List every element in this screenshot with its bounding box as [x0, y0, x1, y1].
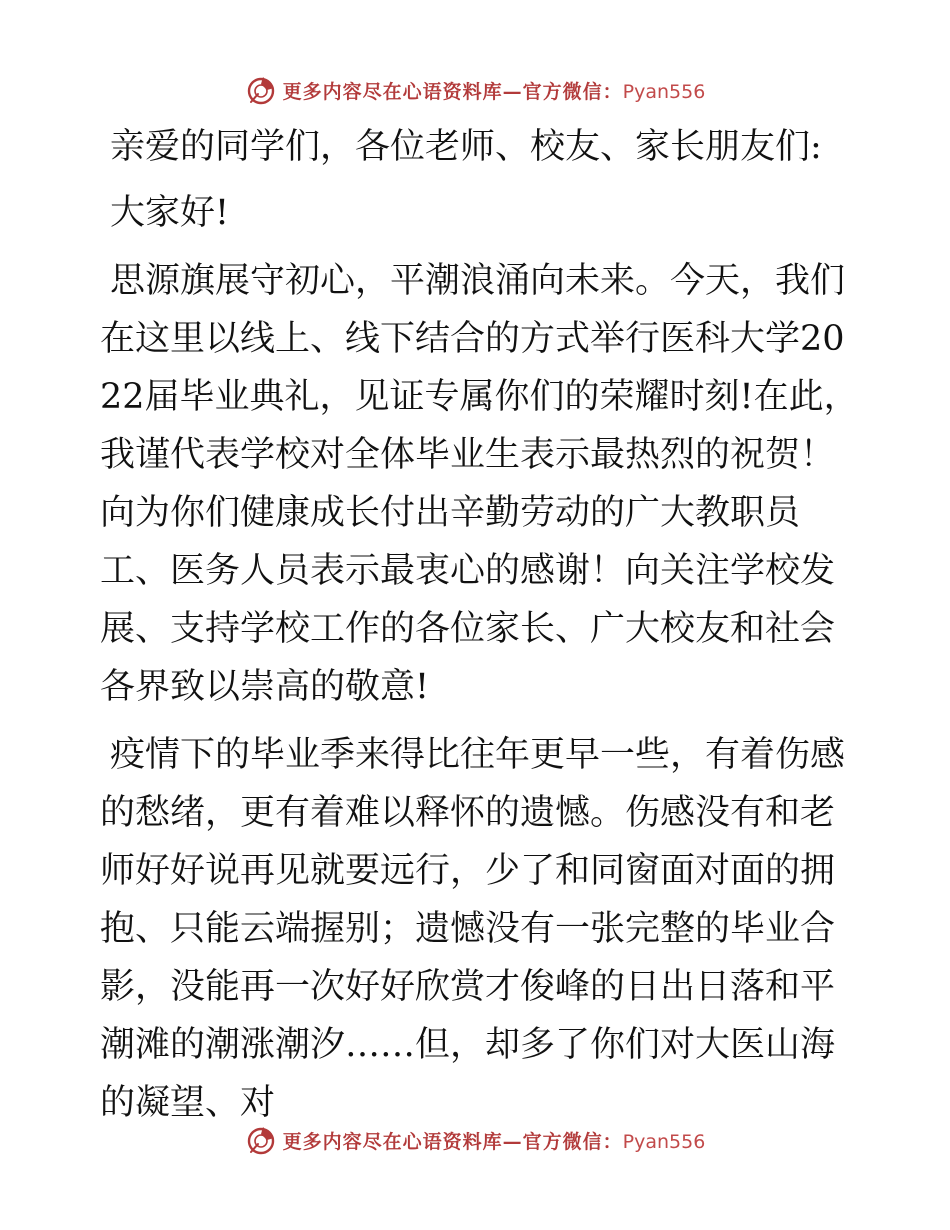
salutation: 亲爱的同学们，各位老师、校友、家长朋友们:	[110, 127, 822, 167]
header-banner	[0, 70, 950, 110]
footer-banner	[0, 1120, 950, 1160]
paragraph-1	[100, 252, 860, 716]
document-body	[100, 118, 860, 1132]
paragraph-1-text: 思源旗展守初心，平潮浪涌向未来。今天，我们在这里以线上、线下结合的方式举行医科大学2022届毕业典礼，见证专属你们的荣耀时刻!在此，我谨代表学校对全体毕业生表示最热烈的祝贺！向为你们健康成长付出辛勤劳动的广大教职员工、医务人员表示最衷心的感谢！向关注学校发展、支持学校工作的各位家长、广大校友和社会各界致以崇高的敬意!	[100, 261, 859, 707]
footer-brand-text	[283, 1127, 706, 1154]
header-brand-text	[283, 77, 706, 104]
footer-wechat-id: Pyan556	[622, 1130, 706, 1153]
paragraph-2	[100, 726, 860, 1132]
pen-logo-icon	[245, 1124, 277, 1156]
paragraph-2-text: 疫情下的毕业季来得比往年更早一些，有着伤感的愁绪，更有着难以释怀的遗憾。伤感没有和老师好好说再见就要远行，少了和同窗面对面的拥抱、只能云端握别；遗憾没有一张完整的毕业合影，没能再一次好好欣赏才俊峰的日出日落和平潮滩的潮涨潮汐……但，却多了你们对大医山海的凝望、对	[100, 735, 846, 1123]
pen-logo-icon	[245, 74, 277, 106]
header-brand-label: 更多内容尽在心语资料库—官方微信：	[282, 80, 623, 103]
footer-brand-label: 更多内容尽在心语资料库—官方微信：	[282, 1130, 623, 1153]
header-wechat-id: Pyan556	[622, 80, 706, 103]
greeting: 大家好!	[110, 193, 230, 233]
